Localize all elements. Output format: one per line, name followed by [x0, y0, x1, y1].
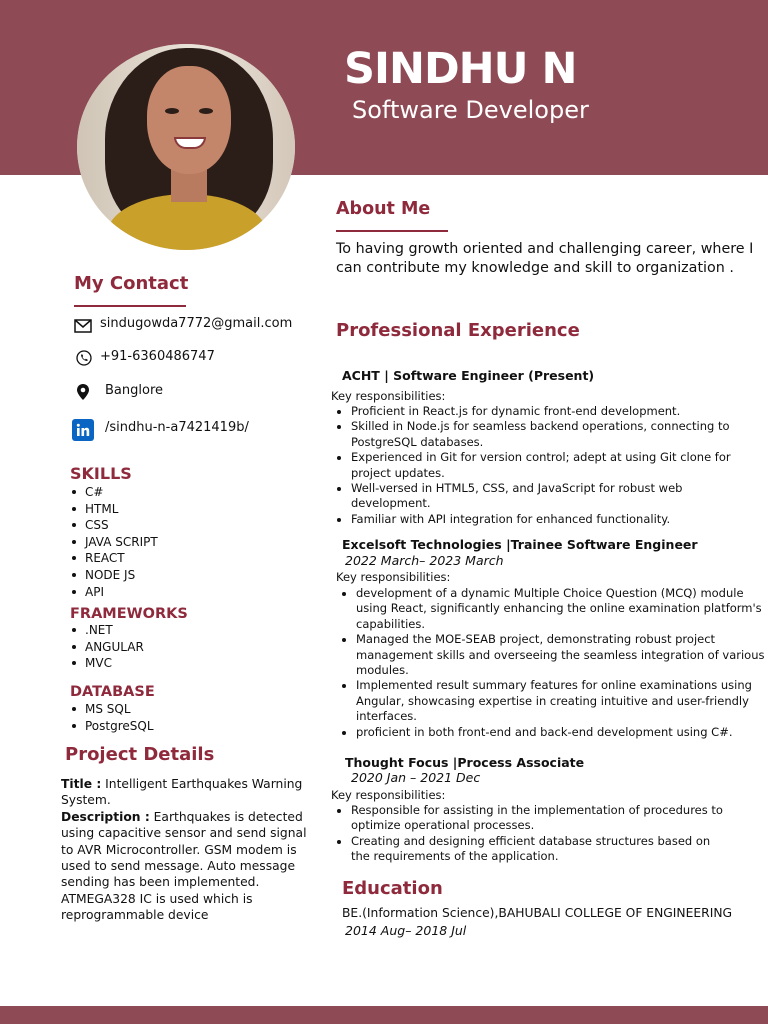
contact-linkedin[interactable]: /sindhu-n-a7421419b/ — [105, 420, 249, 435]
list-item: Managed the MOE-SEAB project, demonstrating robust project management skills and overseeing the seamless integration of various modules. — [336, 632, 766, 678]
list-item: C# — [71, 484, 158, 501]
list-item: Creating and designing efficient database structures based on the requirements of the application. — [331, 834, 731, 865]
contact-heading: My Contact — [74, 273, 189, 294]
education-heading: Education — [342, 878, 443, 899]
skills-heading: SKILLS — [70, 464, 132, 483]
list-item: NODE JS — [71, 567, 158, 584]
list-item: Experienced in Git for version control; adept at using Git clone for project updates. — [331, 450, 751, 481]
about-heading: About Me — [336, 199, 431, 219]
list-item: CSS — [71, 517, 158, 534]
list-item: Implemented result summary features for online examinations using Angular, showcasing expertise in creating intuitive and user-friendly interfaces. — [336, 678, 766, 724]
database-list — [71, 701, 154, 734]
project-title-value: Intelligent Earthquakes Warning System. — [61, 777, 303, 808]
job-resp-list — [336, 586, 766, 740]
candidate-name: SINDHU N — [344, 44, 577, 94]
list-item: .NET — [71, 622, 144, 639]
job-resp-list — [331, 803, 731, 865]
linkedin-icon — [72, 419, 94, 441]
list-item: HTML — [71, 501, 158, 518]
project-title-label: Title : — [61, 777, 102, 791]
list-item: Familiar with API integration for enhanced functionality. — [331, 512, 751, 527]
contact-location: Banglore — [105, 383, 163, 398]
project-desc-value: Earthquakes is detected using capacitive sensor and send signal to AVR Microcontroller. GSM modem is used to send message. Auto message sending has been implemented. ATMEGA328 IC is used which is reprogrammable device — [61, 809, 307, 923]
list-item: JAVA SCRIPT — [71, 534, 158, 551]
project-heading: Project Details — [65, 744, 215, 765]
list-item: MVC — [71, 655, 144, 672]
job-title: Excelsoft Technologies |Trainee Software Engineer — [342, 537, 698, 552]
contact-email[interactable]: sindugowda7772@gmail.com — [100, 316, 293, 331]
about-text: To having growth oriented and challenging career, where I can contribute my knowledge and skill to organization . — [336, 241, 754, 276]
phone-icon — [74, 348, 94, 368]
experience-heading: Professional Experience — [336, 320, 580, 341]
list-item: Proficient in React.js for dynamic front-end development. — [331, 404, 751, 419]
list-item: ANGULAR — [71, 639, 144, 656]
list-item: Skilled in Node.js for seamless backend operations, connecting to PostgreSQL databases. — [331, 419, 751, 450]
mail-icon — [73, 316, 93, 336]
job-title: Thought Focus |Process Associate — [345, 755, 585, 770]
list-item: MS SQL — [71, 701, 154, 718]
list-item: REACT — [71, 550, 158, 567]
about-rule — [336, 230, 448, 232]
job-title: ACHT | Software Engineer (Present) — [342, 368, 595, 383]
education-dates: 2014 Aug– 2018 Jul — [345, 923, 467, 938]
candidate-title: Software Developer — [352, 96, 589, 124]
job-resp-label: Key responsibilities: — [331, 788, 446, 802]
list-item: proficient in both front-end and back-end development using C#. — [336, 725, 766, 740]
skills-list — [71, 484, 158, 600]
profile-photo — [77, 44, 295, 250]
frameworks-list — [71, 622, 144, 672]
job-resp-label: Key responsibilities: — [331, 389, 446, 403]
job-resp-list — [331, 404, 751, 527]
location-pin-icon — [73, 382, 93, 402]
job-dates: 2020 Jan – 2021 Dec — [351, 770, 481, 785]
footer-band — [0, 1006, 768, 1024]
list-item: API — [71, 584, 158, 601]
contact-rule — [74, 305, 186, 307]
list-item: development of a dynamic Multiple Choice Question (MCQ) module using React, significantly enhancing the online examination platform's capabilities. — [336, 586, 766, 632]
contact-phone: +91-6360486747 — [100, 349, 215, 364]
frameworks-heading: FRAMEWORKS — [70, 606, 188, 622]
database-heading: DATABASE — [70, 684, 155, 700]
job-resp-label: Key responsibilities: — [336, 570, 451, 584]
education-degree: BE.(Information Science),BAHUBALI COLLEGE OF ENGINEERING — [342, 906, 733, 920]
project-desc-label: Description : — [61, 809, 150, 824]
project-text — [61, 776, 319, 924]
list-item: PostgreSQL — [71, 718, 154, 735]
list-item: Responsible for assisting in the implementation of procedures to optimize operational processes. — [331, 803, 731, 834]
list-item: Well-versed in HTML5, CSS, and JavaScript for robust web development. — [331, 481, 751, 512]
job-dates: 2022 March– 2023 March — [345, 553, 504, 568]
